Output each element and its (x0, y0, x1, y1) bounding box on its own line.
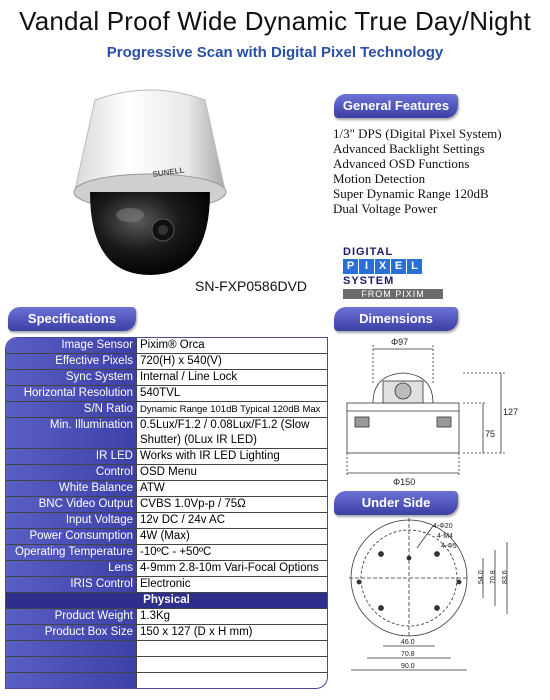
spec-label: Effective Pixels (6, 354, 137, 370)
specifications-table (6, 338, 327, 689)
spec-value (137, 673, 328, 689)
spec-value: 1.3Kg (137, 609, 328, 625)
spec-value: -10ºC - +50ºC (137, 545, 328, 561)
mount-hole (379, 606, 384, 611)
spec-label (6, 641, 137, 657)
feature-item: 1/3" DPS (Digital Pixel System) (333, 126, 502, 141)
table-row (6, 609, 327, 625)
spec-label: Min. Illumination (6, 418, 137, 449)
spec-label: Product Box Size (6, 625, 137, 641)
spec-label: IR LED (6, 449, 137, 465)
base-outline (347, 403, 459, 453)
logo-line-from-pixim: FROM PIXIM (343, 289, 443, 299)
feature-item: Super Dynamic Range 120dB (333, 186, 489, 201)
spec-value: Electronic (137, 577, 328, 593)
logo-letter: P (343, 259, 358, 274)
spec-value: 4W (Max) (137, 529, 328, 545)
physical-section-header (6, 593, 327, 609)
page-subtitle: Progressive Scan with Digital Pixel Technology (106, 44, 444, 61)
dimensions-tab: Dimensions (334, 307, 458, 331)
logo-letter: L (407, 259, 422, 274)
general-features-tab: General Features (334, 94, 458, 118)
spec-value: ATW (137, 481, 328, 497)
table-row (6, 418, 327, 449)
spec-label: Image Sensor (6, 338, 137, 354)
dim-label: 90.0 (401, 663, 415, 670)
spec-label (6, 689, 137, 690)
mount-hole (435, 606, 440, 611)
hole-label: 4-M4 (437, 533, 453, 540)
spec-label (6, 657, 137, 673)
spec-label: Lens (6, 561, 137, 577)
hole-label: 4-Φ5 (441, 543, 457, 550)
feature-item: Advanced Backlight Settings (333, 141, 485, 156)
table-row-empty (6, 657, 327, 673)
spec-value: 0.5Lux/F1.2 / 0.08Lux/F1.2 (Slow Shutter) (0Lux IR LED) (137, 418, 328, 449)
table-row (6, 370, 327, 386)
feature-item: Motion Detection (333, 171, 426, 186)
spec-label: Input Voltage (6, 513, 137, 529)
spec-label: White Balance (6, 481, 137, 497)
under-side-tab: Under Side (334, 491, 458, 515)
section-title: Physical (6, 593, 327, 609)
spec-value (137, 657, 328, 673)
digital-pixel-system-logo (343, 246, 453, 302)
dim-height-total: 127 (503, 407, 519, 417)
table-row (6, 449, 327, 465)
hole-label: 4-Φ20 (433, 523, 453, 530)
dim-label: 83.6 (502, 570, 509, 584)
spec-label: Control (6, 465, 137, 481)
table-row (6, 561, 327, 577)
dim-label: 54.0 (478, 570, 485, 584)
table-row (6, 465, 327, 481)
spec-value (137, 689, 328, 690)
spec-label: Sync System (6, 370, 137, 386)
spec-value: Internal / Line Lock (137, 370, 328, 386)
feature-item: Advanced OSD Functions (333, 156, 470, 171)
dim-top-width: Φ97 (391, 337, 409, 347)
spec-label: S/N Ratio (6, 402, 137, 418)
spec-value: OSD Menu (137, 465, 328, 481)
page-title: Vandal Proof Wide Dynamic True Day/Night (19, 6, 531, 36)
spec-value: Dynamic Range 101dB Typical 120dB Max (137, 402, 328, 418)
spec-label: Product Weight (6, 609, 137, 625)
table-row (6, 497, 327, 513)
feature-item: Dual Voltage Power (333, 201, 438, 216)
table-row (6, 625, 327, 641)
spec-label: Power Consumption (6, 529, 137, 545)
logo-letter: X (375, 259, 390, 274)
table-row (6, 338, 327, 354)
dome-camera-image (55, 80, 245, 280)
spec-label (6, 673, 137, 689)
spec-value: CVBS 1.0Vp-p / 75Ω (137, 497, 328, 513)
table-row (6, 354, 327, 370)
logo-pixel-letters (343, 259, 453, 274)
spec-value: 12v DC / 24v AC (137, 513, 328, 529)
spec-label: Operating Temperature (6, 545, 137, 561)
dimensions-drawing (333, 333, 527, 493)
table-row (6, 402, 327, 418)
specifications-panel (5, 337, 328, 689)
table-row (6, 577, 327, 593)
features-list (333, 126, 502, 216)
underside-drawing (333, 518, 527, 688)
brand-logo: SUNELL (152, 165, 185, 179)
mount-hole (435, 552, 440, 557)
model-number: SN-FXP0586DVD (195, 278, 308, 294)
logo-letter: I (359, 259, 374, 274)
dim-label: 70.8 (401, 651, 415, 658)
spec-value: 540TVL (137, 386, 328, 402)
table-row (6, 481, 327, 497)
table-row-empty (6, 641, 327, 657)
logo-line-digital: DIGITAL (343, 246, 394, 258)
table-row (6, 545, 327, 561)
spec-label: Horizontal Resolution (6, 386, 137, 402)
spec-value: 4-9mm 2.8-10m Vari-Focal Options (137, 561, 328, 577)
table-row (6, 529, 327, 545)
table-row (6, 386, 327, 402)
specifications-tab: Specifications (8, 307, 136, 331)
spec-value: Pixim® Orca (137, 338, 328, 354)
dim-label: 46.0 (401, 639, 415, 646)
table-row (6, 513, 327, 529)
dim-label: 70.8 (490, 570, 497, 584)
spec-label: BNC Video Output (6, 497, 137, 513)
spec-value: Works with IR LED Lighting (137, 449, 328, 465)
spec-value (137, 641, 328, 657)
logo-letter: E (391, 259, 406, 274)
mount-hole (379, 552, 384, 557)
spec-value: 150 x 127 (D x H mm) (137, 625, 328, 641)
dim-height-base: 75 (485, 429, 496, 439)
spec-value: 720(H) x 540(V) (137, 354, 328, 370)
table-row-empty (6, 673, 327, 689)
dim-base-width: Φ150 (393, 477, 416, 487)
logo-line-system: SYSTEM (343, 275, 395, 287)
table-row-empty (6, 689, 327, 690)
spec-label: IRIS Control (6, 577, 137, 593)
